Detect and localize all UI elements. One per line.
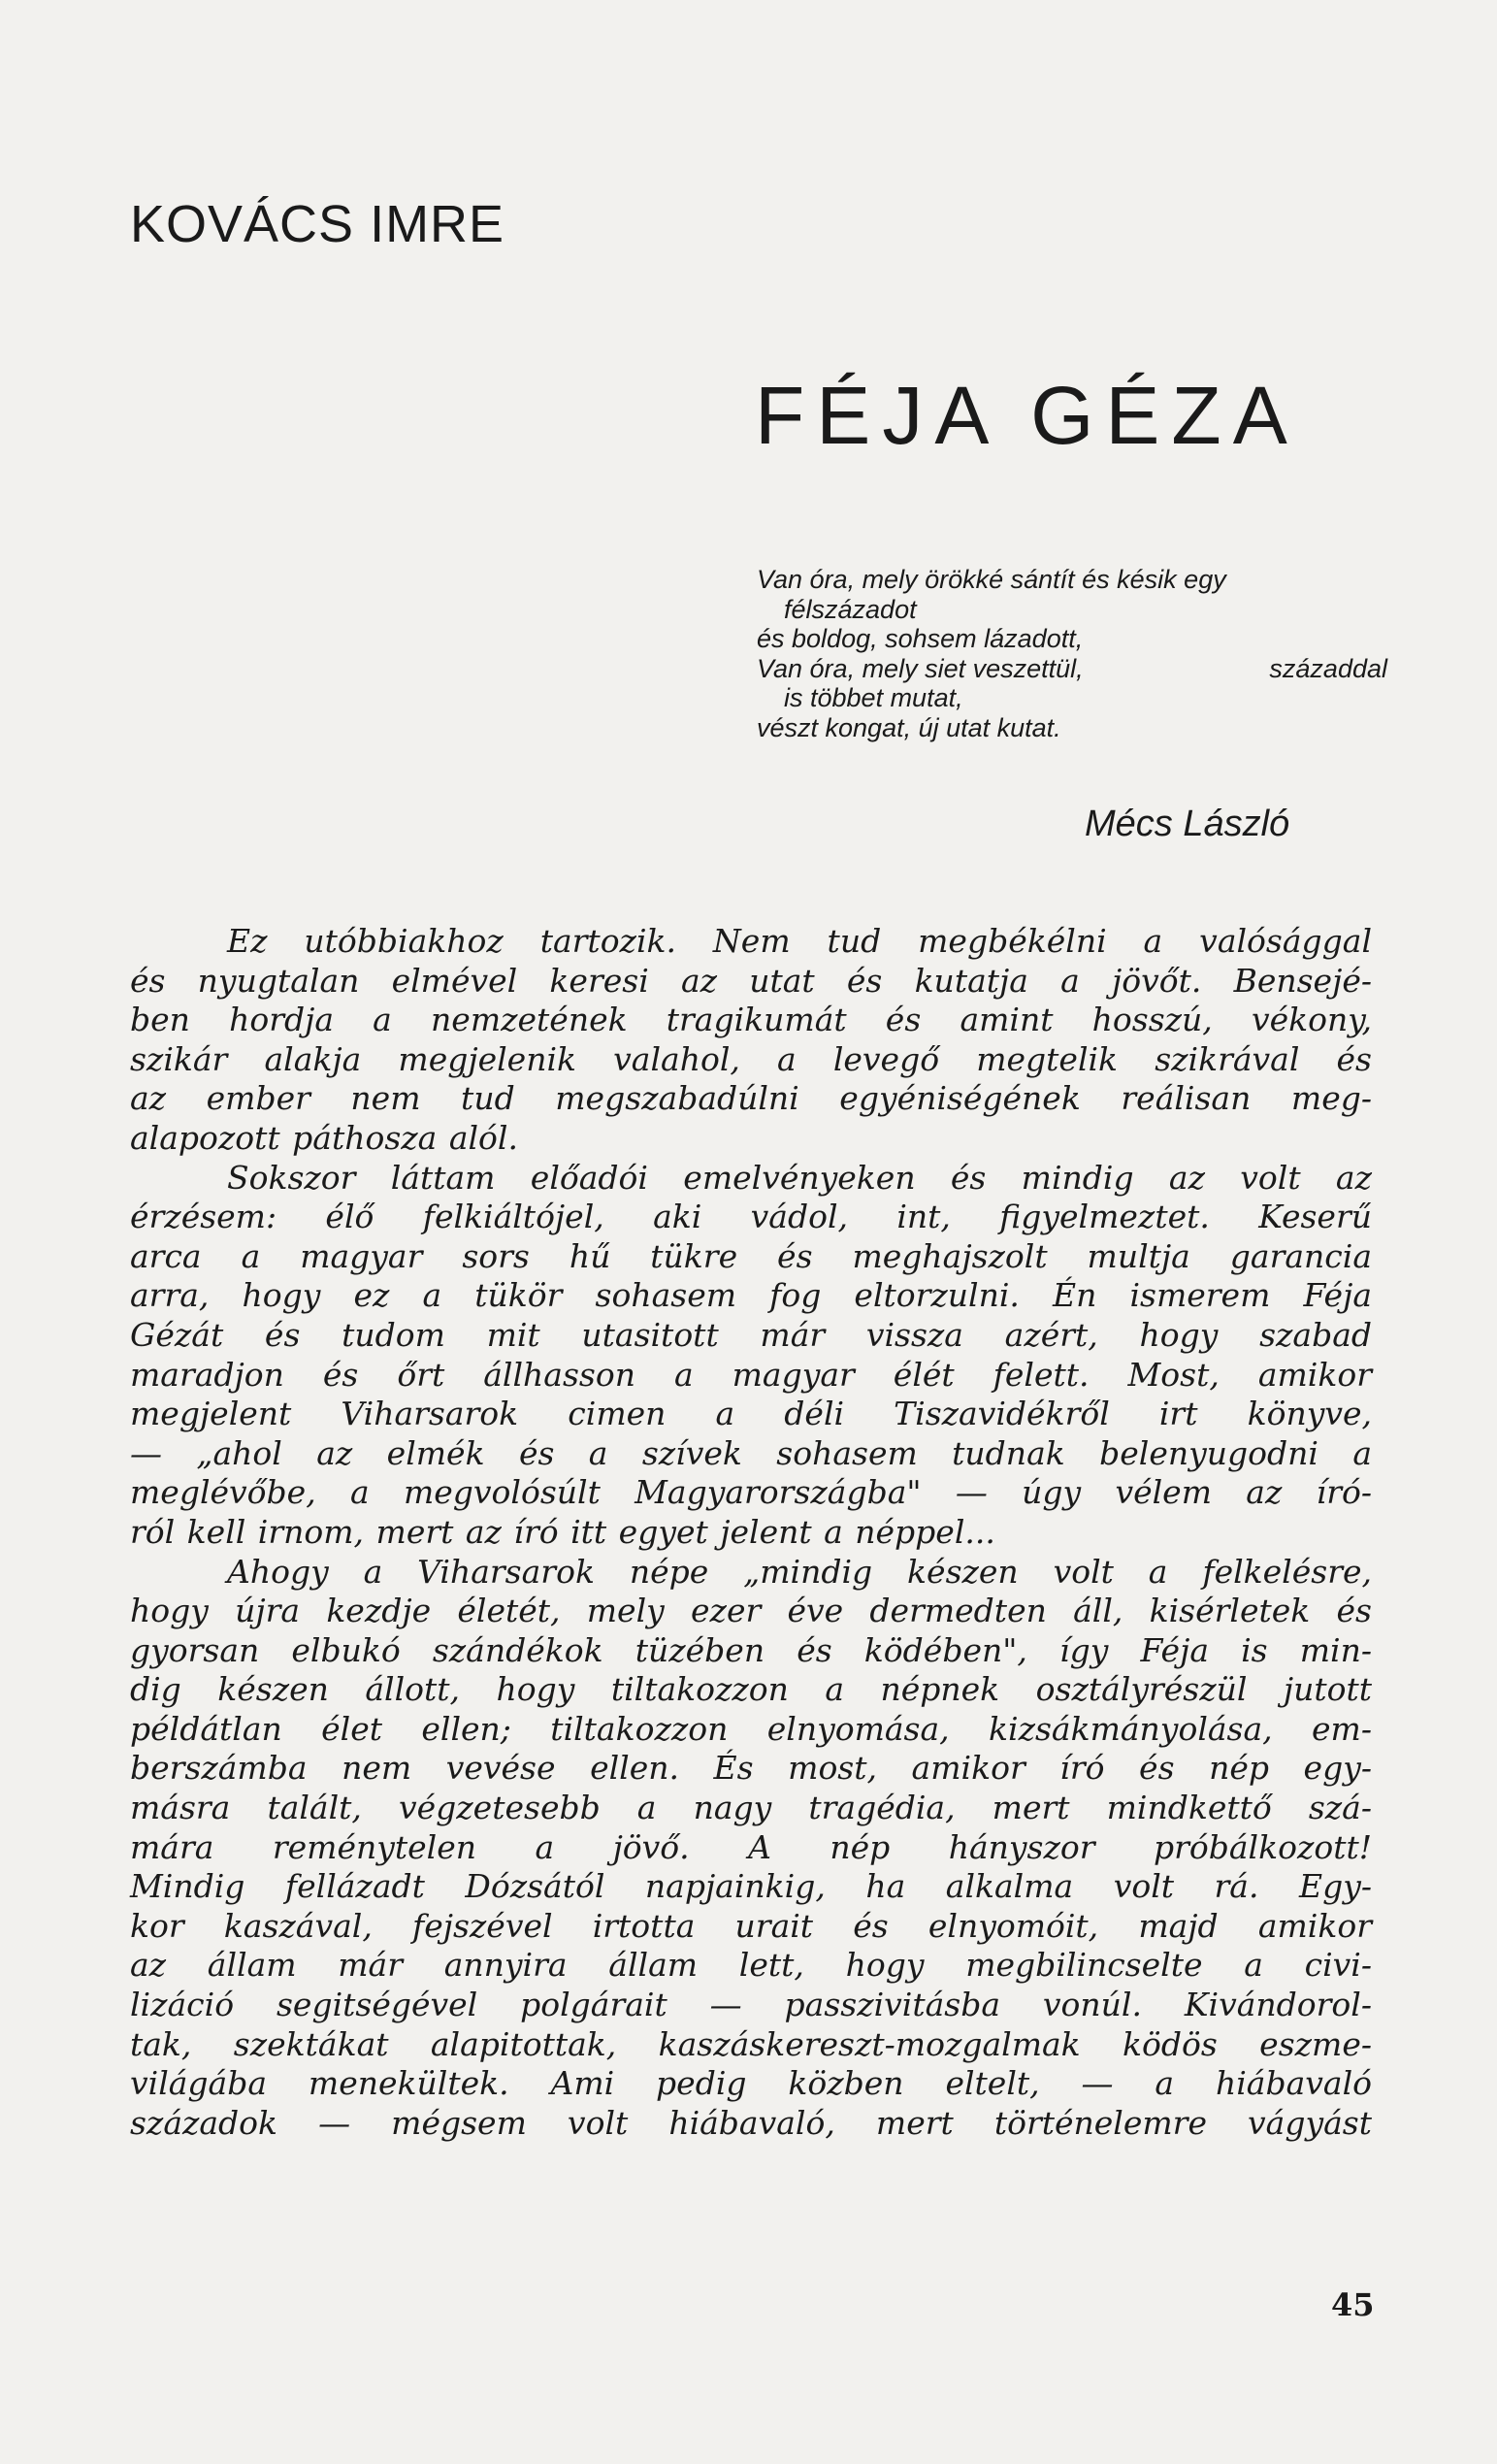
body-line: kor kaszával, fejszével irtotta urait és elnyomóit, majd amikor (130, 1906, 1372, 1945)
body-line: alapozott páthosza alól. (130, 1118, 518, 1157)
body-line: megjelent Viharsarok cimen a déli Tiszavidékről irt könyve, (130, 1395, 1372, 1433)
body-line: hogy újra kezdje életét, mely ezer éve dermedten áll, kisérletek és (130, 1592, 1372, 1630)
body-line: az állam már annyira állam lett, hogy megbilincselte a civi- (130, 1946, 1372, 1985)
body-line: arra, hogy ez a tükör sohasem fog eltorzulni. Én ismerem Féja (130, 1276, 1372, 1315)
body-line: Ez utóbbiakhoz tartozik. Nem tud megbékélni a valósággal (227, 922, 1372, 960)
body-line: Gézát és tudom mit utasitott már vissza azért, hogy szabad (130, 1315, 1372, 1354)
epigraph-attribution: Mécs László (1085, 804, 1290, 844)
article-title: FÉJA GÉZA (755, 370, 1299, 461)
body-line: — „ahol az elmék és a szívek sohasem tudnak belenyugodni a (130, 1433, 1372, 1472)
epigraph-line: is többet mutat, (784, 683, 963, 712)
body-line: másra talált, végzetesebb a nagy tragédia, mert mindkettő szá- (130, 1789, 1372, 1827)
body-line: arca a magyar sors hű tükre és meghajszolt multja garancia (130, 1236, 1372, 1275)
body-line: világába menekültek. Ami pedig közben eltelt, — a hiábavaló (130, 2064, 1372, 2103)
epigraph-line: vészt kongat, új utat kutat. (757, 712, 1061, 742)
epigraph-line: félszázadot (784, 594, 917, 624)
body-line: az ember nem tud megszabadúlni egyéniségének reálisan meg- (130, 1079, 1372, 1118)
epigraph-line: és boldog, sohsem lázadott, (757, 624, 1084, 653)
epigraph-line-start: Van óra, mely siet veszettül, (757, 653, 1084, 683)
body-line: Mindig fellázadt Dózsától napjainkig, ha alkalma volt rá. Egy- (130, 1867, 1372, 1906)
body-line: dig készen állott, hogy tiltakozzon a népnek osztályrészül jutott (130, 1670, 1372, 1709)
body-line: lizáció segitségével polgárait — passzivitásba vonúl. Kivándorol- (130, 1986, 1372, 2024)
body-line: Ahogy a Viharsarok népe „mindig készen volt a felkelésre, (227, 1552, 1372, 1591)
body-line: ról kell irnom, mert az író itt egyet jelent a néppel... (130, 1512, 995, 1551)
body-line: maradjon és őrt állhasson a magyar élét felett. Most, amikor (130, 1355, 1372, 1394)
body-line: szikár alakja megjelenik valahol, a levegő megtelik szikrával és (130, 1039, 1372, 1078)
body-line: tak, szektákat alapitottak, kaszáskereszt-mozgalmak ködös eszme- (130, 2024, 1372, 2063)
body-line: Sokszor láttam előadói emelvényeken és mindig az volt az (227, 1158, 1372, 1197)
epigraph-line (757, 654, 1387, 684)
author-name: KOVÁCS IMRE (130, 195, 505, 253)
epigraph-line-end: századdal (1269, 653, 1387, 683)
body-line: ben hordja a nemzetének tragikumát és amint hosszú, vékony, (130, 1001, 1372, 1039)
epigraph-line: Van óra, mely örökké sántít és késik egy (757, 565, 1226, 594)
page-number: 45 (1331, 2286, 1375, 2323)
body-line: példátlan élet ellen; tiltakozzon elnyomása, kizsákmányolása, em- (130, 1709, 1372, 1748)
article-body (130, 922, 1372, 2143)
body-line: érzésem: élő felkiáltójel, aki vádol, int, figyelmeztet. Keserű (130, 1198, 1372, 1236)
body-line: és nyugtalan elmével keresi az utat és kutatja a jövőt. Bensejé- (130, 961, 1372, 1000)
body-line: gyorsan elbukó szándékok tüzében és ködében", így Féja is min- (130, 1630, 1372, 1669)
body-line: századok — mégsem volt hiábavaló, mert történelemre vágyást (130, 2103, 1372, 2142)
body-line: mára reménytelen a jövő. A nép hányszor próbálkozott! (130, 1827, 1372, 1866)
body-line: berszámba nem vevése ellen. És most, amikor író és nép egy- (130, 1749, 1372, 1788)
body-line: meglévőbe, a megvolósúlt Magyarországba" — úgy vélem az író- (130, 1473, 1372, 1512)
epigraph (757, 565, 1387, 742)
